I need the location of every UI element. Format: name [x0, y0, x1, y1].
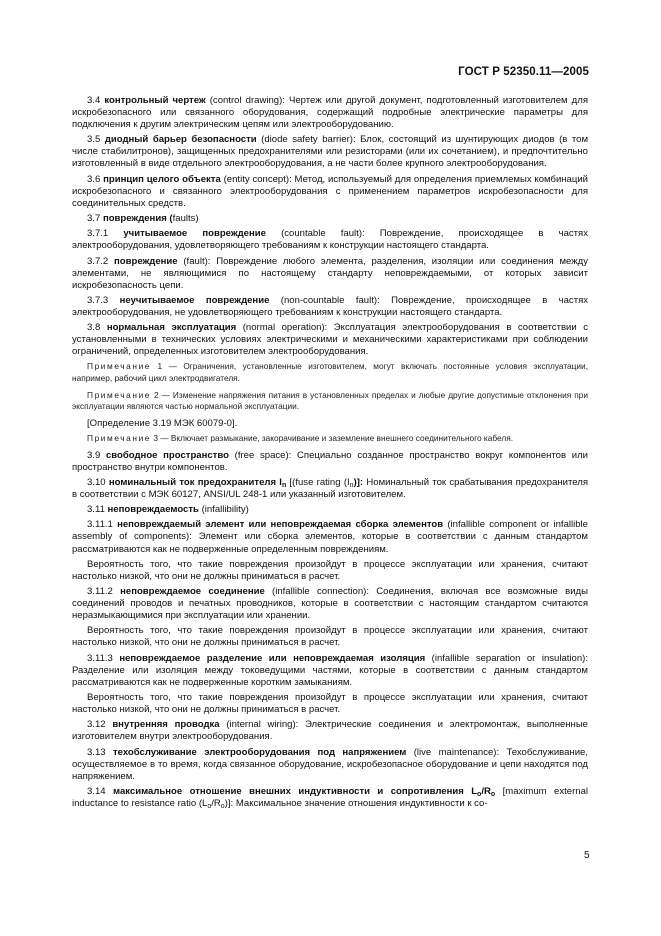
- term: повреждения (: [102, 212, 173, 224]
- term: внутренняя проводка: [112, 719, 220, 731]
- clause-3-11-1: 3.11.1 неповреждаемый элемент или неповреждаемая сборка элементов (infallible component or infallible assembly of components): Элемент или сборка элементов, которые в соответствии с данным стандартом рассматриваются как не подверженные определенным повреждениям.: [72, 519, 588, 555]
- clause-3-14: 3.14 максимальное отношение внешних индуктивности и сопротивления $L_o/R_o$ [maximum external inductance to resistance ratio $(L_o/R_o)$]: Максимальное значение отношения индуктивности к со-: [72, 785, 588, 810]
- term: неповреждаемое соединение: [120, 586, 265, 598]
- definition-reference: [Определение 3.19 МЭК 60079-0].: [87, 417, 238, 429]
- note-2: Примечание 2 — Изменение напряжения питания в установленных пределах и любые другие допустимые отклонения при эксплуатации являются частью нормальной эксплуатации.: [72, 389, 588, 412]
- term: неучитываемое повреждение: [119, 294, 270, 306]
- clause-3-11-2: 3.11.2 неповреждаемое соединение (infallible connection): Соединения, включая все возможные виды соединений проводов и печатных проводников, которые в соответствии с настоящим стандартом считаются неразмыкающимися при эксплуатации или хранении.: [72, 586, 588, 622]
- term: номинальный ток предохранителя $I_n$: [108, 476, 287, 489]
- document-body: [72, 95, 588, 813]
- clause-3-12: 3.12 внутренняя проводка (internal wiring): Электрические соединения и электромонтаж, выполненные изготовителем внутри электрооборудования.: [72, 719, 588, 743]
- probability-note-2: Вероятность того, что такие повреждения произойдут в процессе эксплуатации или хранения, считают настолько низкой, что они не должны приниматься в расчет.: [72, 625, 588, 649]
- clause-3-7-1: 3.7.1 учитываемое повреждение (countable fault): Повреждение, происходящее в частях электрооборудования, удовлетворяющего требованиям к конструкции настоящего стандарта.: [72, 228, 588, 252]
- term: техобслуживание электрооборудования под напряжением: [112, 746, 407, 758]
- clause-3-7-2: 3.7.2 повреждение (fault): Повреждение любого элемента, разделения, изоляции или соединения между элементами, не являющимися по настоящему стандарту неповреждаемыми, от которых зависит искробезопасность цепи.: [72, 255, 588, 291]
- term: учитываемое повреждение: [123, 228, 266, 240]
- term: диодный барьер безопасности: [104, 134, 257, 146]
- clause-3-11-3: 3.11.3 неповреждаемое разделение или неповреждаемая изоляция (infallible separation or insulation): Разделение или изоляция между токоведущими частями, которые в соответствии с данным стандартом рассматриваются как не подверженные коротким замыканиям.: [72, 652, 589, 688]
- document-header: ГОСТ Р 52350.11—2005: [458, 66, 589, 78]
- clause-3-11: 3.11 неповреждаемость (infallibility): [87, 504, 249, 516]
- term: максимальное отношение внешних индуктивности и сопротивления $L_o/R_o$: [113, 785, 496, 798]
- term: неповреждаемый элемент или неповреждаемая сборка элементов: [117, 519, 444, 531]
- clause-3-8: 3.8 нормальная эксплуатация (normal operation): Эксплуатация электрооборудования в соответствии с установленными в технических условиях электрическими и механическими характеристиками при соблюдении ограничений, определенных изготовителем электрооборудования.: [72, 322, 588, 358]
- note-3: Примечание 3 — Включает размыкание, закорачивание и заземление внешнего соединительного кабеля.: [87, 433, 513, 444]
- term: принцип целого объекта: [103, 173, 221, 185]
- page-number: 5: [584, 850, 590, 861]
- clause-3-7-3: 3.7.3 неучитываемое повреждение (non-countable fault): Повреждение, происходящее в частях электрооборудования, не удовлетворяющего требованиям к конструкции настоящего стандарта.: [72, 294, 589, 318]
- note-1: Примечание 1 — Ограничения, установленные изготовителем, могут включать постоянные условия эксплуатации, например, рабочий цикл электродвигателя.: [72, 361, 588, 384]
- clause-3-6: 3.6 принцип целого объекта (entity concept): Метод, используемый для определения приемлемых комбинаций искробезопасного и связанного электрооборудования с применением параметров искробезопасности для соединительных средств.: [72, 173, 589, 209]
- clause-3-7: 3.7 повреждения (faults): [87, 212, 199, 224]
- clause-3-4: 3.4 контрольный чертеж (control drawing): Чертеж или другой документ, подготовленный изготовителем для искробезопасного или связанного оборудования, содержащий подробные электрические параметры для подключения к другим электрическим цепям или электрооборудованию.: [72, 95, 588, 131]
- term: неповреждаемое разделение или неповреждаемая изоляция: [119, 652, 426, 664]
- term: нормальная эксплуатация: [106, 322, 237, 334]
- clause-3-9: 3.9 свободное пространство (free space): Специально созданное пространство вокруг компонентов или пространство внутри компонентов.: [72, 449, 589, 473]
- clause-3-10: 3.10 номинальный ток предохранителя $I_n$ [(fuse rating $(I_n)$]: Номинальный ток срабатывания предохранителя в соответствии с МЭК 60127, ANSI/UL 248-1 или указанный изготовителем.: [72, 476, 589, 500]
- clause-3-13: 3.13 техобслуживание электрооборудования под напряжением (live maintenance): Техобслуживание, осуществляемое в то время, когда связанное оборудование, искробезопасное оборудование и цепи находятся под напряжением.: [72, 746, 589, 782]
- term: повреждение: [114, 255, 178, 267]
- probability-note-3: Вероятность того, что такие повреждения произойдут в процессе эксплуатации или хранения, считают настолько низкой, что они не должны приниматься в расчет.: [72, 691, 588, 716]
- clause-3-5: 3.5 диодный барьер безопасности (diode safety barrier): Блок, состоящий из шунтирующих диодов (в том числе стабилитронов), защищенных предохранителями или резисторами (или их сочетанием), и предпочтительно изготовленный в виде отдельного электрооборудования, а не части более крупного электрооборудования.: [72, 134, 589, 170]
- term: неповреждаемость: [107, 504, 199, 516]
- term: контрольный чертеж: [104, 95, 206, 106]
- probability-note-1: Вероятность того, что такие повреждения произойдут в процессе эксплуатации или хранения, считают настолько низкой, что они не должны приниматься в расчет.: [72, 558, 588, 582]
- term: свободное пространство: [106, 449, 229, 461]
